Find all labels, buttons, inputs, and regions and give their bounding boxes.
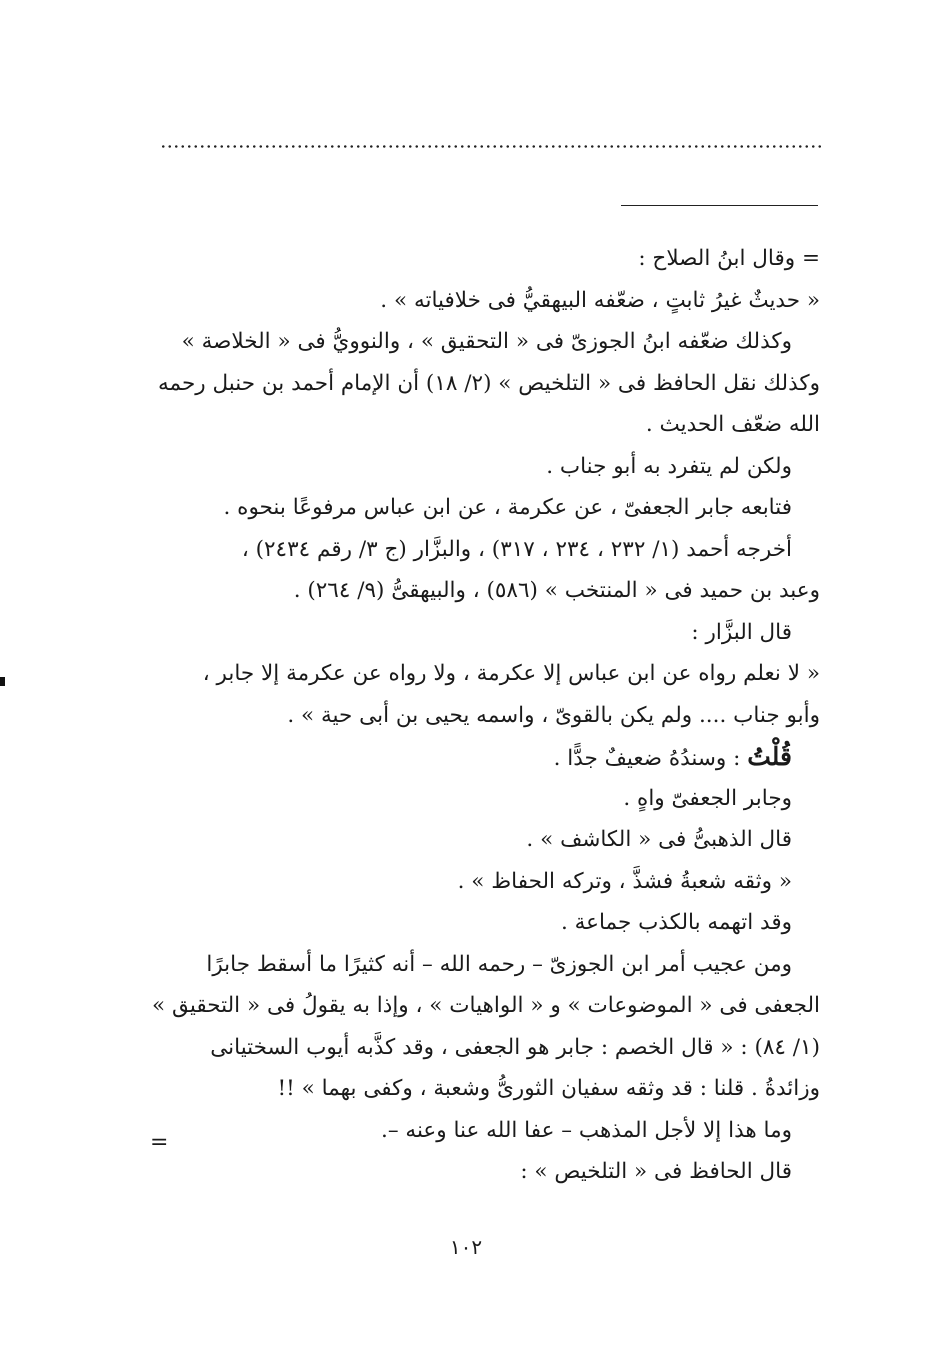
text-line: وكذلك نقل الحافظ فى « التلخيص » (٢/ ١٨) أن الإمام أحمد بن حنبل رحمه <box>158 370 820 396</box>
text-line: قال البزَّار : <box>691 619 792 645</box>
bold-heading-word: قُلْتُ <box>747 742 792 771</box>
text-line: وما هذا إلا لأجل المذهب – عفا الله عنا وعنه –. <box>381 1117 792 1143</box>
text-line: « حديثٌ غيرُ ثابتٍ ، ضعّفه البيهقيُّ فى خلافياته » . <box>380 287 820 313</box>
dotted-separator <box>160 145 822 148</box>
text-line: وكذلك ضعّفه ابنُ الجوزىّ فى « التحقيق » ، والنوويُّ فى « الخلاصة » <box>181 329 792 354</box>
text-line: وزائدةُ . قلنا : قد وثقه سفيان الثورىُّ وشعبة ، وكفى بهما » !! <box>277 1076 820 1101</box>
page-number: ١٠٢ <box>449 1235 483 1259</box>
text-line <box>150 736 820 778</box>
text-line: الجعفى فى « الموضوعات » و « الواهيات » ، وإذا به يقولُ فى « التحقيق » <box>151 993 820 1018</box>
footnote-body <box>150 238 820 1193</box>
text-line: وأبو جناب .... ولم يكن بالقوىّ ، واسمه يحيى بن أبى حية » . <box>287 702 820 728</box>
text-line: (١/ ٨٤) : « قال الخصم : جابر هو الجعفى ، وقد كذَّبه أيوب السختيانى <box>210 1034 820 1060</box>
scan-edge-mark <box>0 677 5 686</box>
footnote-rule <box>621 205 818 206</box>
text-line: = وقال ابنُ الصلاح : <box>638 246 820 271</box>
text-line: الله ضعّف الحديث . <box>645 412 820 437</box>
text-line: قال الحافظ فى « التلخيص » : <box>520 1159 792 1184</box>
text-line: أخرجه أحمد (١/ ٢٣٢ ، ٢٣٤ ، ٣١٧) ، والبزَّار (ج ٣/ رقم ٢٤٣٤) ، <box>241 536 792 562</box>
text-line: « وثقه شعبةُ فشذَّ ، وتركه الحفاظ » . <box>457 868 792 894</box>
text-line: ومن عجيب أمر ابن الجوزىّ – رحمه الله – أنه كثيرًا ما أسقط جابرًا <box>206 951 792 977</box>
text-line: وقد اتهمه بالكذب جماعة . <box>560 910 792 935</box>
text-line: قال الذهبىُّ فى « الكاشف » . <box>526 827 792 852</box>
text-line: فتابعه جابر الجعفىّ ، عن عكرمة ، عن ابن عباس مرفوعًا بنحوه . <box>223 495 792 520</box>
text-line: ولكن لم يتفرد به أبو جناب . <box>546 453 792 479</box>
text-line: « لا نعلم رواه عن ابن عباس إلا عكرمة ، ولا رواه عن عكرمة إلا جابر ، <box>202 661 820 686</box>
text-line: وعبد بن حميد فى « المنتخب » (٥٨٦) ، والبيهقىُّ (٩/ ٢٦٤) . <box>293 578 820 603</box>
continuation-mark: = <box>150 1130 169 1155</box>
text-line: وجابر الجعفىّ واهٍ . <box>623 785 792 811</box>
text-line-rest: : وسندُهُ ضعيفٌ جدًّا . <box>553 746 748 771</box>
